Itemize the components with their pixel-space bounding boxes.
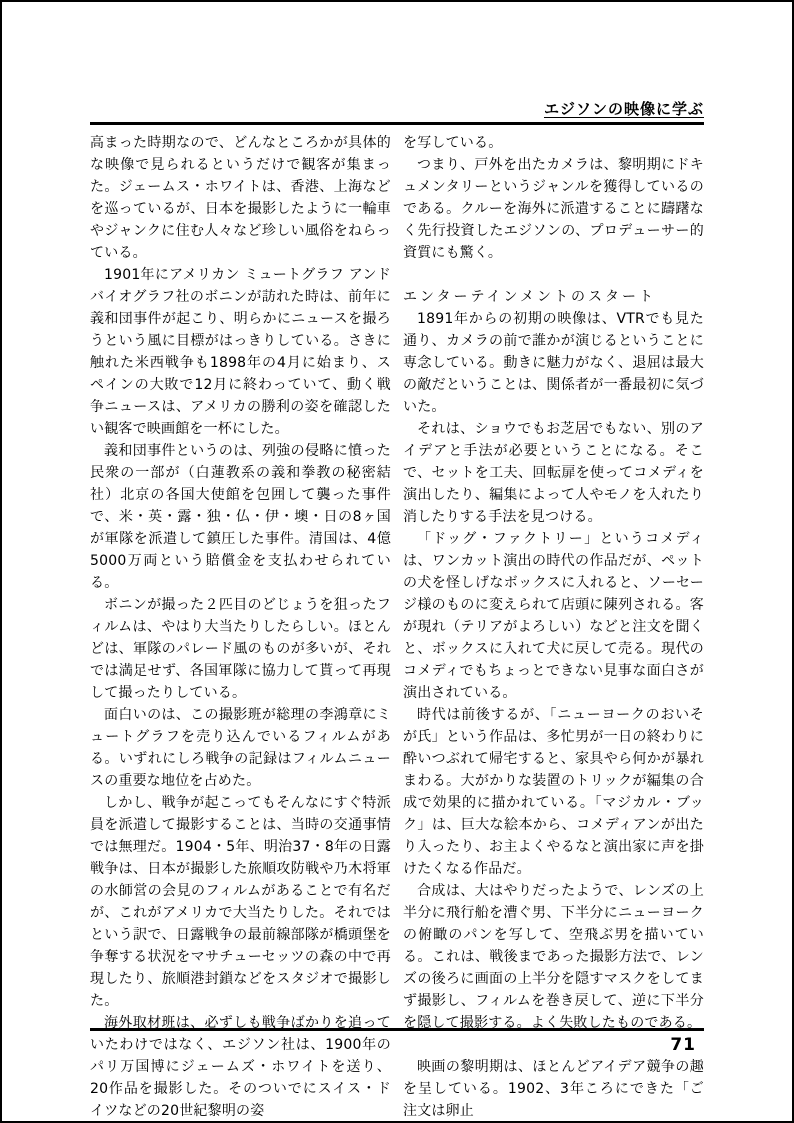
header-title: エジソンの映像に学ぶ	[543, 100, 704, 118]
paragraph: それは、ショウでもお芝居でもない、別のアイデアと手法が必要ということになる。そこで、セットを工夫、回転扉を使ってコメディを演出したり、編集によって人やモノを入れたり消したりする手法を見つける。	[403, 421, 704, 525]
right-column	[403, 132, 704, 1122]
paragraph: 海外取材班は、必ずしも戦争ばかりを追っていたわけではなく、エジソン社は、1900年のパリ万国博にジェームズ・ホワイトを送り、20作品を撮影した。そのついでにスイス・ドイツなどの20世紀黎明の姿	[90, 1015, 391, 1119]
paragraph: 面白いのは、この撮影班が総理の李鴻章にミュートグラフを売り込んでいるフィルムがある。いずれにしろ戦争の記録はフィルムニュースの重要な地位を占めた。	[90, 707, 391, 789]
paragraph: しかし、戦争が起こってもそんなにすぐ特派員を派遣して撮影することは、当時の交通事情では無理だ。1904・5年、明治37・8年の日露戦争は、日本が撮影した旅順攻防戦や乃木将軍の水師営の会見のフィルムがあることで有名だが、これがアメリカで大当たりした。それではという訳で、日露戦争の最前線部隊が橋頭堡を争奪する状況をマサチューセッツの森の中で再現したり、旅順港封鎖などをスタジオで撮影した。	[90, 795, 391, 1009]
paragraph: 1901年にアメリカン ミュートグラフ アンド バイオグラフ社のボニンが訪れた時は、前年に義和団事件が起こり、明らかにニュースを撮ろうという風に目標がはっきりしている。さきに触れた米西戦争も1898年の4月に始まり、スペインの大敗で12月に終わっていて、動く戦争ニュースは、アメリカの勝利の姿を確認したい観客で映画館を一杯にした。	[90, 267, 391, 437]
two-column-body	[90, 132, 704, 1122]
paragraph: 1891年からの初期の映像は、VTRでも見た通り、カメラの前で誰かが演じるということに専念している。動きに魅力がなく、退屈は最大の敵だということは、関係者が一番最初に気づいた。	[403, 311, 704, 415]
paragraph: 映画の黎明期は、ほとんどアイデア競争の趣を呈している。1902、3年ころにできた「ご注文は卵止	[403, 1059, 704, 1119]
paragraph: つまり、戸外を出たカメラは、黎明期にドキュメンタリーというジャンルを獲得しているのである。クルーを海外に派遣することに躊躇なく先行投資したエジソンの、プロデューサー的資質にも驚く。	[403, 157, 704, 261]
paragraph: を写している。	[403, 135, 503, 151]
paragraph: 時代は前後するが、「ニューヨークのおいそが氏」という作品は、多忙男が一日の終わりに酔いつぶれて帰宅すると、家具やら何かが暴れまわる。大がかりな装置のトリックが編集の合成で効果的に描かれている。「マジカル・ブック」は、巨大な絵本から、コメディアンが出たり入ったり、お主よくやるなと演出家に声を掛けたくなる作品だ。	[403, 707, 704, 877]
page-footer	[90, 1028, 704, 1055]
left-column	[90, 132, 391, 1122]
paragraph: 義和団事件というのは、列強の侵略に憤った民衆の一部が（白蓮教系の義和拳教の秘密結社）北京の各国大使館を包囲して襲った事件で、米・英・露・独・仏・伊・墺・日の8ヶ国が軍隊を派遣して鎮圧した事件。清国は、4億5000万両という賠償金を支払わせられている。	[90, 443, 391, 591]
page-content	[90, 2, 704, 1122]
paragraph: 「ドッグ・ファクトリー」というコメディは、ワンカット演出の時代の作品だが、ペットの犬を怪しげなボックスに入れると、ソーセージ様のものに変えられて店頭に陳列される。客が現れ（テリアがよろしい）などと注文を聞くと、ボックスに入れて犬に戻して売る。現代のコメディでもちょっとできない見事な面白さが演出されている。	[403, 531, 704, 701]
page-header	[90, 98, 704, 125]
page-number: 71	[670, 1035, 696, 1055]
paragraph: 合成は、大はやりだったようで、レンズの上半分に飛行船を漕ぐ男、下半分にニューヨークの俯瞰のパンを写して、空飛ぶ男を描いている。これは、戦後まであった撮影方法で、レンズの後ろに画面の上半分を隠すマスクをしてまず撮影し、フィルムを巻き戻して、逆に下半分を隠して撮影する。よく失敗したものである。	[403, 883, 704, 1031]
paragraph: ボニンが撮った２匹目のどじょうを狙ったフィルムは、やはり大当たりしたらしい。ほとんどは、軍隊のパレード風のものが多いが、それでは満足せず、各国軍隊に協力して貰って再現して撮ったりしている。	[90, 597, 391, 701]
section-heading: エンターテインメントのスタート	[403, 289, 657, 305]
paragraph: 高まった時期なので、どんなところかが具体的な映像で見られるというだけで観客が集まった。ジェームス・ホワイトは、香港、上海などを巡っているが、日本を撮影したように一輪車やジャンクに住む人々など珍しい風俗をねらっている。	[90, 135, 391, 261]
